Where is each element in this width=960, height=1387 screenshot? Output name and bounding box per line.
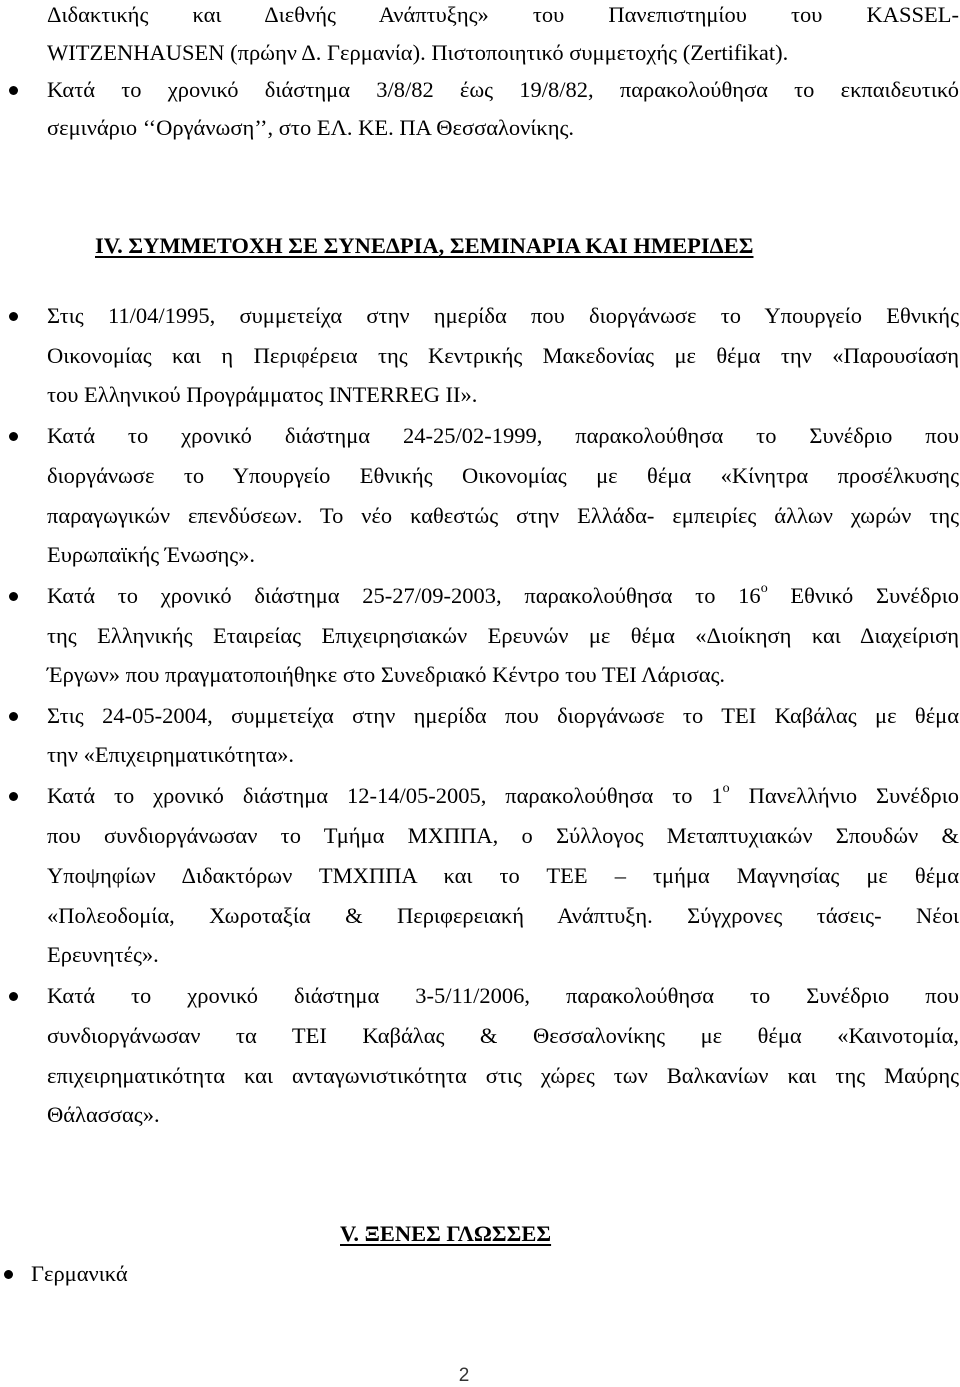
text-fragment: Εθνικό Συνέδριο — [767, 583, 959, 608]
text-line: Γερμανικά — [31, 1261, 128, 1286]
text-line: Ευρωπαϊκής Ένωσης». — [47, 542, 256, 567]
ordinal-superscript: ο — [722, 781, 730, 796]
text-line: «Πολεοδομία, Χωροταξία & Περιφερειακή Ανάπτυξη. Σύγχρονες τάσεις- Νέοι — [47, 903, 959, 928]
bullet-icon — [9, 592, 18, 601]
text-line: παραγωγικών επενδύσεων. Το νέο καθεστώς στην Ελλάδα- εμπειρίες άλλων χωρών της — [47, 503, 959, 528]
bullet-icon — [9, 992, 18, 1001]
bullet-icon — [9, 792, 18, 801]
text-line: Στις 24-05-2004, συμμετείχα στην ημερίδα που διοργάνωσε το ΤΕΙ Καβάλας με θέμα — [47, 703, 959, 728]
section-heading: IV. ΣΥΜΜΕΤΟΧΗ ΣΕ ΣΥΝΕΔΡΙΑ, ΣΕΜΙΝΑΡΙΑ ΚΑΙ ΗΜΕΡΙΔΕΣ — [95, 233, 754, 258]
text-line — [47, 781, 959, 808]
text-line: Κατά το χρονικό διάστημα 3-5/11/2006, παρακολούθησα το Συνέδριο που — [47, 983, 959, 1008]
section-heading: V. ΞΕΝΕΣ ΓΛΩΣΣΕΣ — [340, 1221, 552, 1246]
bullet-icon — [9, 712, 18, 721]
text-line: Οικονομίας και η Περιφέρεια της Κεντρικής Μακεδονίας με θέμα την «Παρουσίαση — [47, 343, 959, 368]
text-line: Θάλασσας». — [47, 1102, 160, 1127]
bullet-icon — [9, 432, 18, 441]
text-line: επιχειρηματικότητα και ανταγωνιστικότητα στις χώρες των Βαλκανίων και της Μαύρης — [47, 1063, 959, 1088]
text-line: Κατά το χρονικό διάστημα 3/8/82 έως 19/8/82, παρακολούθησα το εκπαιδευτικό — [47, 77, 959, 102]
text-line: Έργων» που πραγματοποιήθηκε στο Συνεδριακό Κέντρο του ΤΕΙ Λάρισας. — [47, 662, 726, 687]
text-line: Διδακτικής και Διεθνής Ανάπτυξης» του Πανεπιστημίου του KASSEL- — [47, 2, 959, 27]
bullet-icon — [4, 1270, 13, 1279]
text-line: WITZENHAUSEN (πρώην Δ. Γερμανία). Πιστοποιητικό συμμετοχής (Zertifikat). — [47, 40, 789, 65]
text-fragment: Κατά το χρονικό διάστημα 25-27/09-2003, παρακολούθησα το 16 — [47, 583, 761, 608]
text-line: την «Επιχειρηματικότητα». — [47, 742, 295, 767]
page-number: 2 — [458, 1365, 470, 1386]
text-line — [47, 581, 959, 608]
text-line: συνδιοργάνωσαν τα ΤΕΙ Καβάλας & Θεσσαλονίκης με θέμα «Καινοτομία, — [47, 1023, 959, 1048]
text-line: σεμινάριο ‘‘Οργάνωση’’, στο ΕΛ. ΚΕ. ΠΑ Θεσσαλονίκης. — [47, 115, 575, 140]
text-line: Κατά το χρονικό διάστημα 24-25/02-1999, παρακολούθησα το Συνέδριο που — [47, 423, 959, 448]
text-line: Υποψηφίων Διδακτόρων ΤΜΧΠΠΑ και το ΤΕΕ – τμήμα Μαγνησίας με θέμα — [47, 863, 959, 888]
text-line: του Ελληνικού Προγράμματος INTERREG II». — [47, 382, 478, 407]
text-line: Ερευνητές». — [47, 942, 159, 967]
ordinal-superscript: ο — [760, 581, 768, 596]
text-fragment: Πανελλήνιο Συνέδριο — [729, 783, 959, 808]
text-line: της Ελληνικής Εταιρείας Επιχειρησιακών Ερευνών με θέμα «Διοίκηση και Διαχείριση — [47, 623, 959, 648]
text-line: Στις 11/04/1995, συμμετείχα στην ημερίδα που διοργάνωσε το Υπουργείο Εθνικής — [47, 303, 959, 328]
bullet-icon — [9, 86, 18, 95]
text-line: διοργάνωσε το Υπουργείο Εθνικής Οικονομίας με θέμα «Κίνητρα προσέλκυσης — [47, 463, 959, 488]
text-fragment: Κατά το χρονικό διάστημα 12-14/05-2005, παρακολούθησα το 1 — [47, 783, 723, 808]
text-line: που συνδιοργάνωσαν το Τμήμα ΜΧΠΠΑ, ο Σύλλογος Μεταπτυχιακών Σπουδών & — [47, 823, 959, 848]
bullet-icon — [9, 312, 18, 321]
